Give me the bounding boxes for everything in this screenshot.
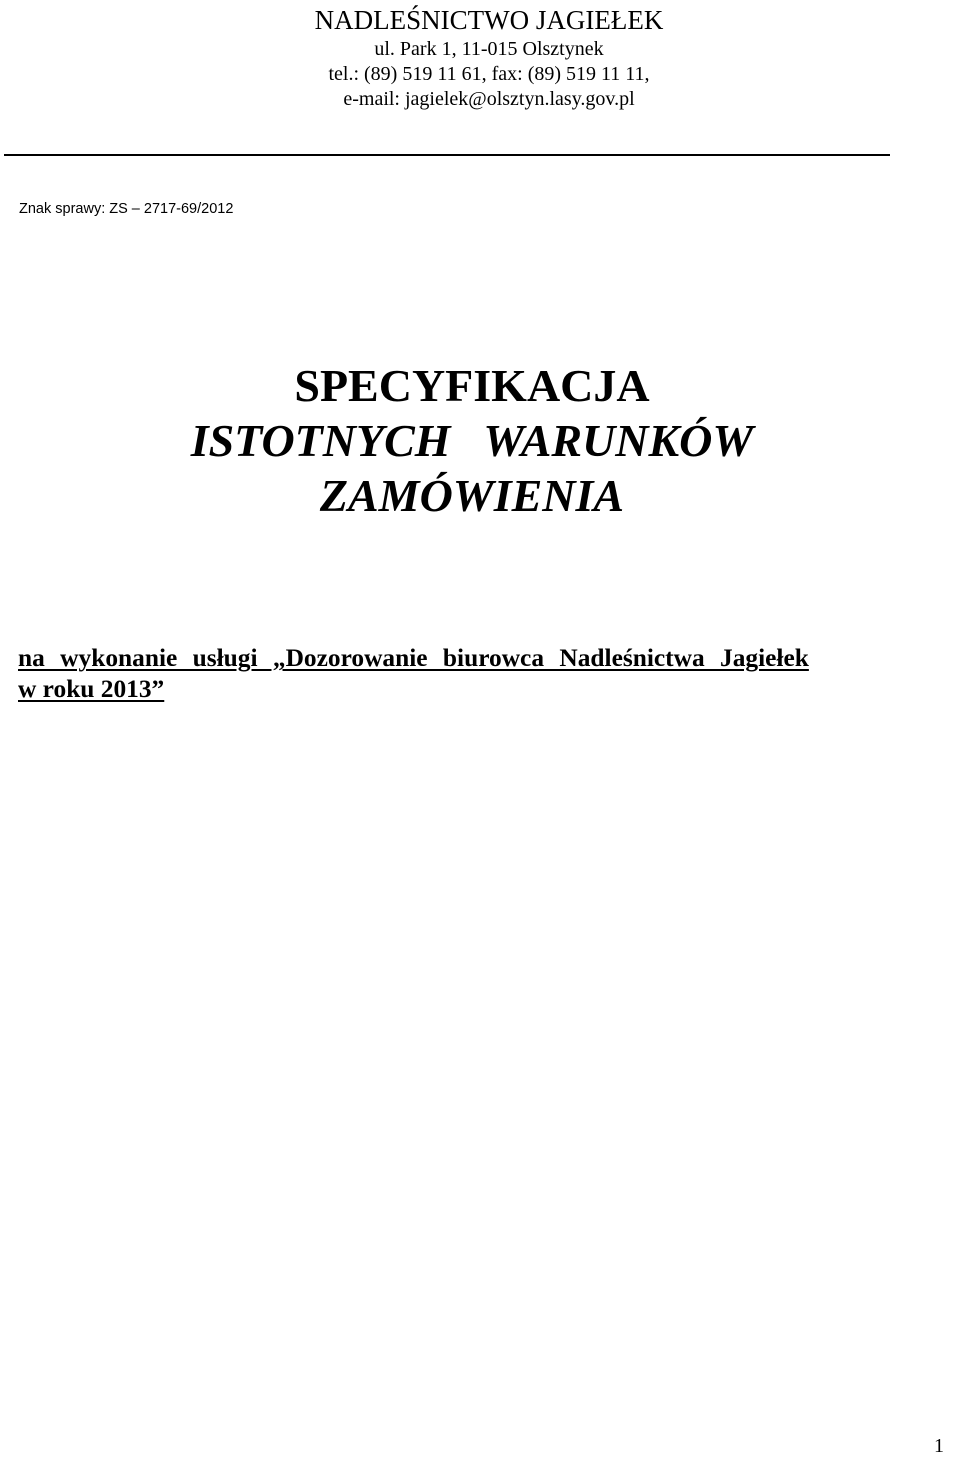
title-line-2: ISTOTNYCH WARUNKÓW	[190, 415, 754, 466]
organization-name: NADLEŚNICTWO JAGIEŁEK	[314, 5, 664, 35]
document-title	[0, 358, 960, 523]
title-line-3: ZAMÓWIENIA	[319, 470, 625, 521]
subject-line-1: na wykonanie usługi „Dozorowanie biurowca Nadleśnictwa Jagiełek	[18, 644, 809, 672]
document-subject	[18, 643, 809, 705]
subject-line-2: w roku 2013”	[18, 675, 165, 703]
title-line-1: SPECYFIKACJA	[294, 360, 650, 411]
page-number: 1	[934, 1435, 944, 1457]
organization-email: e-mail: jagielek@olsztyn.lasy.gov.pl	[343, 88, 635, 110]
organization-address: ul. Park 1, 11-015 Olsztynek	[374, 38, 604, 60]
header-divider	[4, 154, 890, 156]
organization-phone-fax: tel.: (89) 519 11 61, fax: (89) 519 11 11,	[328, 63, 650, 85]
case-reference: Znak sprawy: ZS – 2717-69/2012	[19, 201, 234, 217]
